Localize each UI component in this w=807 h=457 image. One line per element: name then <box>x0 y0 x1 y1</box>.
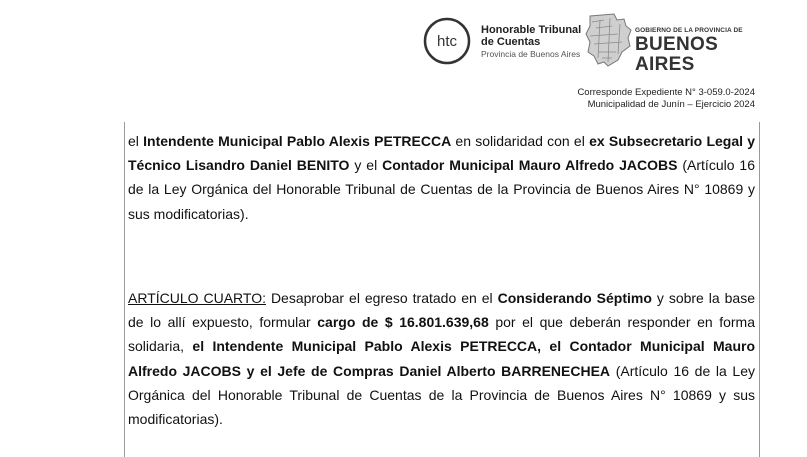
htc-name-line1: Honorable Tribunal <box>481 24 582 36</box>
file-reference-line2: Municipalidad de Junín – Ejercicio 2024 <box>587 99 755 110</box>
government-title <box>635 27 765 75</box>
government-name: BUENOS AIRES <box>635 34 719 75</box>
p2-bold-1: Considerando Séptimo <box>497 290 652 306</box>
p1-bold-1: Intendente Municipal Pablo Alexis PETRECCA <box>143 133 452 149</box>
htc-logo-text: htc <box>436 33 458 50</box>
article-heading: ARTÍCULO CUARTO: <box>128 290 266 306</box>
p2-text-1: Desaprobar el egreso tratado en el <box>265 290 498 306</box>
p2-text-4: (Artículo 16 de la Ley Orgánica del Honorable Tribunal de Cuentas de la Provincia de Buenos Aires N° 10869 y sus modificatorias). <box>128 362 756 428</box>
paragraph-continuation <box>128 129 755 226</box>
article-cuarto <box>128 286 755 431</box>
province-map-icon <box>584 12 634 68</box>
p1-text-3: y el <box>349 157 383 174</box>
htc-title <box>481 24 591 60</box>
p1-bold-3: Contador Municipal Mauro Alfredo JACOBS <box>382 157 678 174</box>
p2-bold-3: el Intendente Municipal Pablo Alexis PETRECCA, el Contador Municipal Mauro Alfredo JACOBS y el Jefe de Compras Daniel Alberto BARRENECHEA <box>128 338 755 379</box>
government-label: GOBIERNO DE LA PROVINCIA DE <box>635 27 743 34</box>
p1-text-4: (Artículo 16 de la Ley Orgánica del Honorable Tribunal de Cuentas de la Provincia de Buenos Aires N° 10869 y sus modificatorias). <box>128 157 756 222</box>
p2-bold-2: cargo de $ 16.801.639,68 <box>317 314 489 331</box>
file-reference-line1: Corresponde Expediente N° 3-059.0-2024 <box>577 87 755 98</box>
p2-text-2: y sobre la base de lo allí expuesto, formular <box>128 290 756 331</box>
p1-text-1: el <box>128 133 144 149</box>
p1-text-2: en solidaridad con el <box>451 133 590 149</box>
htc-logo-icon <box>423 17 471 65</box>
htc-subtitle: Provincia de Buenos Aires <box>481 49 581 59</box>
right-margin-line <box>759 122 760 457</box>
htc-name-line2: de Cuentas <box>481 36 541 48</box>
file-reference <box>577 87 755 111</box>
p2-text-3: por el que deberán responder en forma solidaria, <box>128 314 755 355</box>
left-margin-line <box>124 122 125 457</box>
p1-bold-2: ex Subsecretario Legal y Técnico Lisandro Daniel BENITO <box>128 133 756 174</box>
